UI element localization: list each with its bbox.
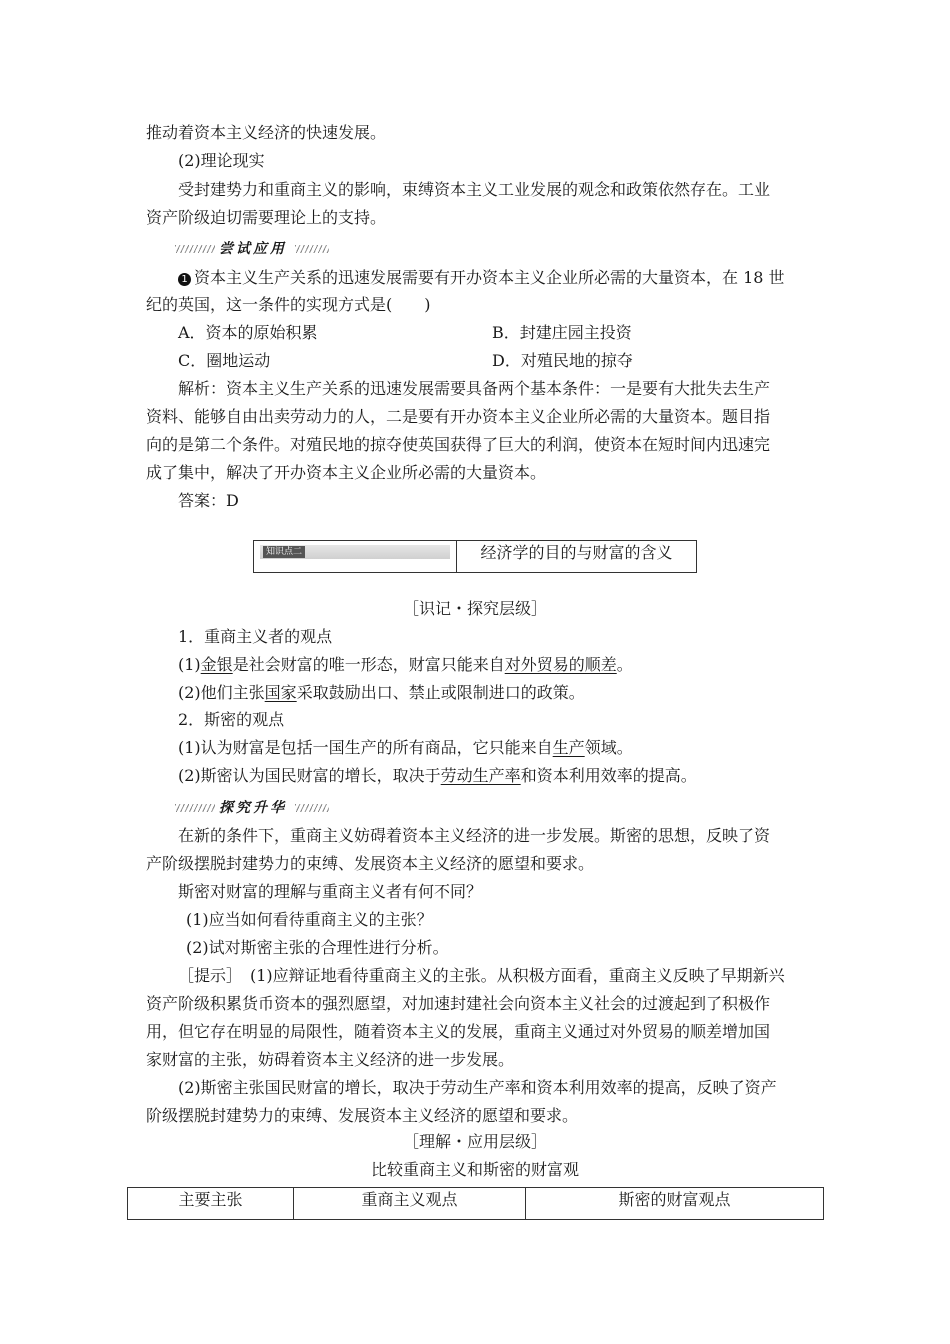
level-heading: ［识记・探究层级］ [402,599,547,618]
comparison-table [127,1187,824,1220]
solution-line: 解析：资本主义生产关系的迅速发展需要具备两个基本条件：一是要有大批失去生产 [178,379,771,398]
knowledge-point-tag-cell [254,541,457,572]
text-line: (1)金银是社会财富的唯一形态，财富只能来自对外贸易的顺差。 [178,655,633,674]
table-header-row [128,1188,824,1220]
table-header-cell: 主要主张 [128,1188,294,1220]
text-line: (2)理论现实 [178,151,265,170]
explore-label [175,799,325,817]
solution-line: 资料、能够自由出卖劳动力的人，二是要有开办资本主义企业所必需的大量资本。题目指 [146,407,771,426]
question-text: 资本主义生产关系的迅速发展需要有开办资本主义企业所必需的大量资本，在 18 世 [194,268,785,287]
try-apply-label-text: 尝试应用 [219,241,287,257]
blank-answer: 劳动生产率 [440,766,521,785]
blank-answer: 对外贸易的顺差 [504,655,617,674]
hint-line: 用，但它存在明显的局限性，随着资本主义的发展，重商主义通过对外贸易的顺差增加国 [146,1022,771,1041]
hint-line: (2)斯密主张国民财富的增长，取决于劳动生产率和资本利用效率的提高，反映了资产 [178,1078,777,1097]
text-line: (1)应当如何看待重商主义的主张？ [186,910,433,929]
option-b: B．封建庄园主投资 [492,323,632,342]
solution-line: 成了集中，解决了开办资本主义企业所必需的大量资本。 [146,463,547,482]
text-line: 受封建势力和重商主义的影响，束缚资本主义工业发展的观念和政策依然存在。工业 [178,180,771,199]
blank-answer: 国家 [264,683,297,702]
table-caption: 比较重商主义和斯密的财富观 [370,1160,579,1179]
text-line: (2)斯密认为国民财富的增长，取决于劳动生产率和资本利用效率的提高。 [178,766,697,785]
option-c: C．圈地运动 [178,351,271,370]
hint-line: 资产阶级积累货币资本的强烈愿望，对加速封建社会向资本主义社会的过渡起到了积极作 [146,994,771,1013]
table-header-cell: 重商主义观点 [294,1188,526,1220]
question-number: 1 [178,273,191,286]
text-line: 在新的条件下，重商主义妨碍着资本主义经济的进一步发展。斯密的思想，反映了资 [178,826,771,845]
text-line: (2)试对斯密主张的合理性进行分析。 [186,938,449,957]
question-line [178,268,785,288]
text-line: 产阶级摆脱封建势力的束缚、发展资本主义经济的愿望和要求。 [146,854,595,873]
hint-line: ［提示］ (1)应辩证地看待重商主义的主张。从积极方面看，重商主义反映了早期新兴 [178,966,785,985]
explore-label-text: 探究升华 [219,800,287,816]
level-heading: ［理解・应用层级］ [402,1132,547,1151]
knowledge-point-tag: 知识点二 [263,546,305,558]
knowledge-point-title: 经济学的目的与财富的含义 [480,543,673,562]
hint-line: 阶级摆脱封建势力的束缚、发展资本主义经济的愿望和要求。 [146,1106,579,1125]
blank-answer: 金银 [200,655,233,674]
text-line: 斯密对财富的理解与重商主义者有何不同？ [178,882,483,901]
heading-mercantilism: 1．重商主义者的观点 [178,627,333,646]
knowledge-point-box [253,540,697,573]
heading-smith: 2．斯密的观点 [178,710,285,729]
question-line: 纪的英国，这一条件的实现方式是( ) [146,295,431,314]
text-line: 推动着资本主义经济的快速发展。 [146,123,387,142]
answer-line: 答案：D [178,491,239,510]
option-d: D．对殖民地的掠夺 [492,351,633,370]
text-line: (1)认为财富是包括一国生产的所有商品，它只能来自生产领域。 [178,738,633,757]
hint-line: 家财富的主张，妨碍着资本主义经济的进一步发展。 [146,1050,515,1069]
blank-answer: 生产 [552,738,585,757]
table-header-cell: 斯密的财富观点 [526,1188,824,1220]
solution-line: 向的是第二个条件。对殖民地的掠夺使英国获得了巨大的利润，使资本在短时间内迅速完 [146,435,771,454]
try-apply-label [175,240,325,258]
text-line: (2)他们主张国家采取鼓励出口、禁止或限制进口的政策。 [178,683,585,702]
option-a: A．资本的原始积累 [178,323,318,342]
text-line: 资产阶级迫切需要理论上的支持。 [146,208,387,227]
